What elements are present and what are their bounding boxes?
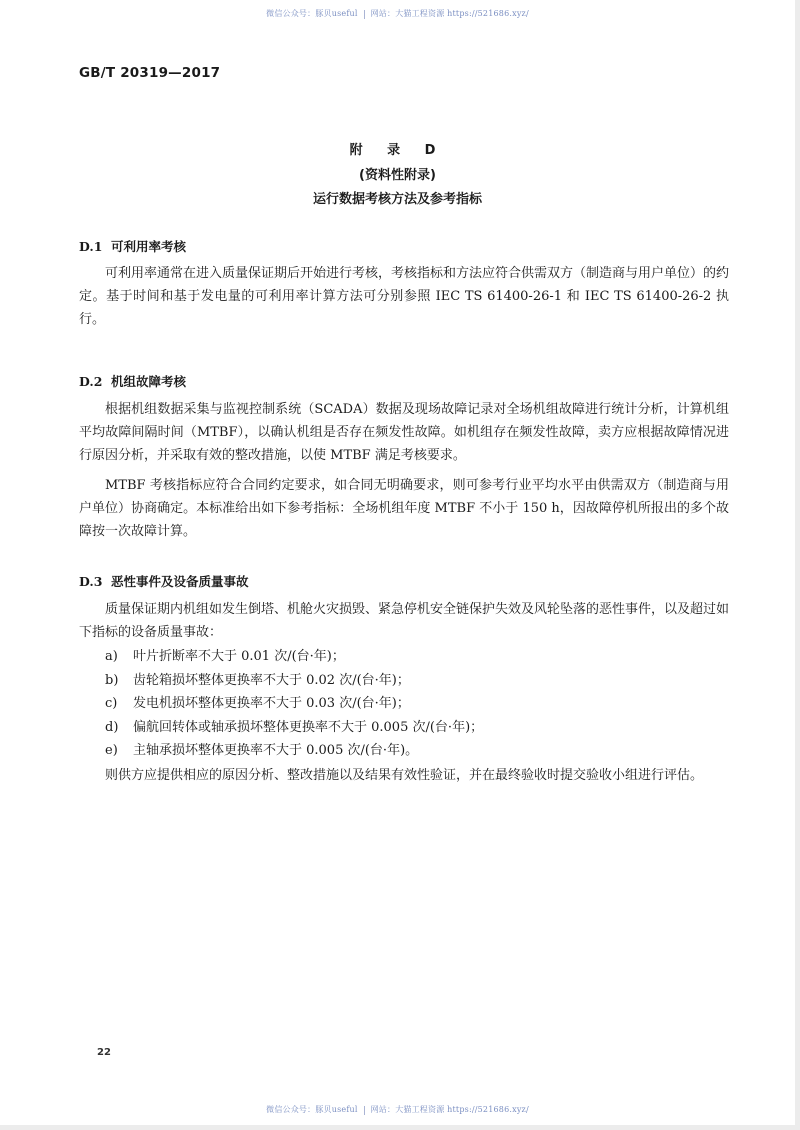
paragraph: 可利用率通常在进入质量保证期后开始进行考核，考核指标和方法应符合供需双方（制造商与用户单位）的约定。基于时间和基于发电量的可利用率计算方法可分别参照 IEC TS 61400-26-1 和 IEC TS 61400-26-2 执行。 bbox=[79, 266, 730, 327]
list-item bbox=[105, 669, 483, 693]
list-text: 发电机损坏整体更换率不大于 0.03 次/(台·年)； bbox=[133, 696, 410, 711]
watermark-wechat: 微信公众号：豚贝useful bbox=[266, 9, 358, 18]
section-number: D.1 bbox=[79, 239, 103, 254]
standard-code: GB/T 20319—2017 bbox=[79, 65, 221, 81]
criteria-list bbox=[105, 645, 483, 763]
list-text: 主轴承损坏整体更换率不大于 0.005 次/(台·年)。 bbox=[133, 743, 419, 758]
list-marker: a) bbox=[105, 649, 118, 664]
list-text: 偏航回转体或轴承损坏整体更换率不大于 0.005 次/(台·年)； bbox=[133, 719, 484, 735]
list-marker: d) bbox=[105, 719, 119, 735]
paragraph: MTBF 考核指标应符合合同约定要求，如合同无明确要求，则可参考行业平均水平由供需双方（制造商与用户单位）协商确定。本标准给出如下参考指标：全场机组年度 MTBF 不小于 150 h，因故障停机所报出的多个故障按一次故障计算。 bbox=[79, 478, 729, 539]
watermark-website: 网站：大猫工程资源 https://521686.xyz/ bbox=[370, 1105, 529, 1114]
list-marker: c) bbox=[105, 696, 118, 711]
appendix-subtitle: 运行数据考核方法及参考指标 bbox=[312, 192, 482, 207]
list-marker: e) bbox=[105, 743, 118, 758]
list-item bbox=[105, 645, 483, 669]
list-item bbox=[105, 739, 483, 763]
watermark-bottom bbox=[0, 1104, 795, 1115]
section-number: D.3 bbox=[79, 574, 103, 589]
list-item bbox=[105, 692, 483, 716]
list-text: 齿轮箱损坏整体更换率不大于 0.02 次/(台·年)； bbox=[133, 672, 410, 688]
section-title: 机组故障考核 bbox=[111, 374, 187, 389]
section-heading-d2 bbox=[79, 372, 186, 390]
section-heading-d1 bbox=[79, 237, 186, 255]
watermark-divider bbox=[364, 1106, 365, 1115]
section-heading-d3 bbox=[79, 572, 249, 590]
section-title: 恶性事件及设备质量事故 bbox=[111, 574, 249, 589]
section-number: D.2 bbox=[79, 374, 103, 389]
section-title: 可利用率考核 bbox=[111, 239, 187, 254]
list-item bbox=[105, 716, 483, 740]
watermark-website: 网站：大猫工程资源 https://521686.xyz/ bbox=[370, 9, 529, 18]
paragraph: 质量保证期内机组如发生倒塔、机舱火灾损毁、紧急停机安全链保护失效及风轮坠落的恶性事件，以及超过如下指标的设备质量事故： bbox=[79, 602, 730, 640]
page-number: 22 bbox=[97, 1047, 111, 1058]
appendix-title: 附 录 D bbox=[349, 143, 446, 158]
watermark-wechat: 微信公众号：豚贝useful bbox=[266, 1105, 358, 1114]
appendix-type: (资料性附录) bbox=[359, 168, 436, 183]
list-marker: b) bbox=[105, 672, 119, 688]
watermark-divider bbox=[364, 10, 365, 19]
watermark-top bbox=[0, 8, 795, 19]
list-text: 叶片折断率不大于 0.01 次/(台·年)； bbox=[133, 649, 345, 664]
paragraph: 根据机组数据采集与监视控制系统（SCADA）数据及现场故障记录对全场机组故障进行统计分析，计算机组平均故障间隔时间（MTBF），以确认机组是否存在频发性故障。如机组存在频发性故障，卖方应根据故障情况进行原因分析，并采取有效的整改措施，以使 MTBF 满足考核要求。 bbox=[79, 402, 729, 463]
closing-paragraph: 则供方应提供相应的原因分析、整改措施以及结果有效性验证，并在最终验收时提交验收小组进行评估。 bbox=[105, 768, 704, 783]
